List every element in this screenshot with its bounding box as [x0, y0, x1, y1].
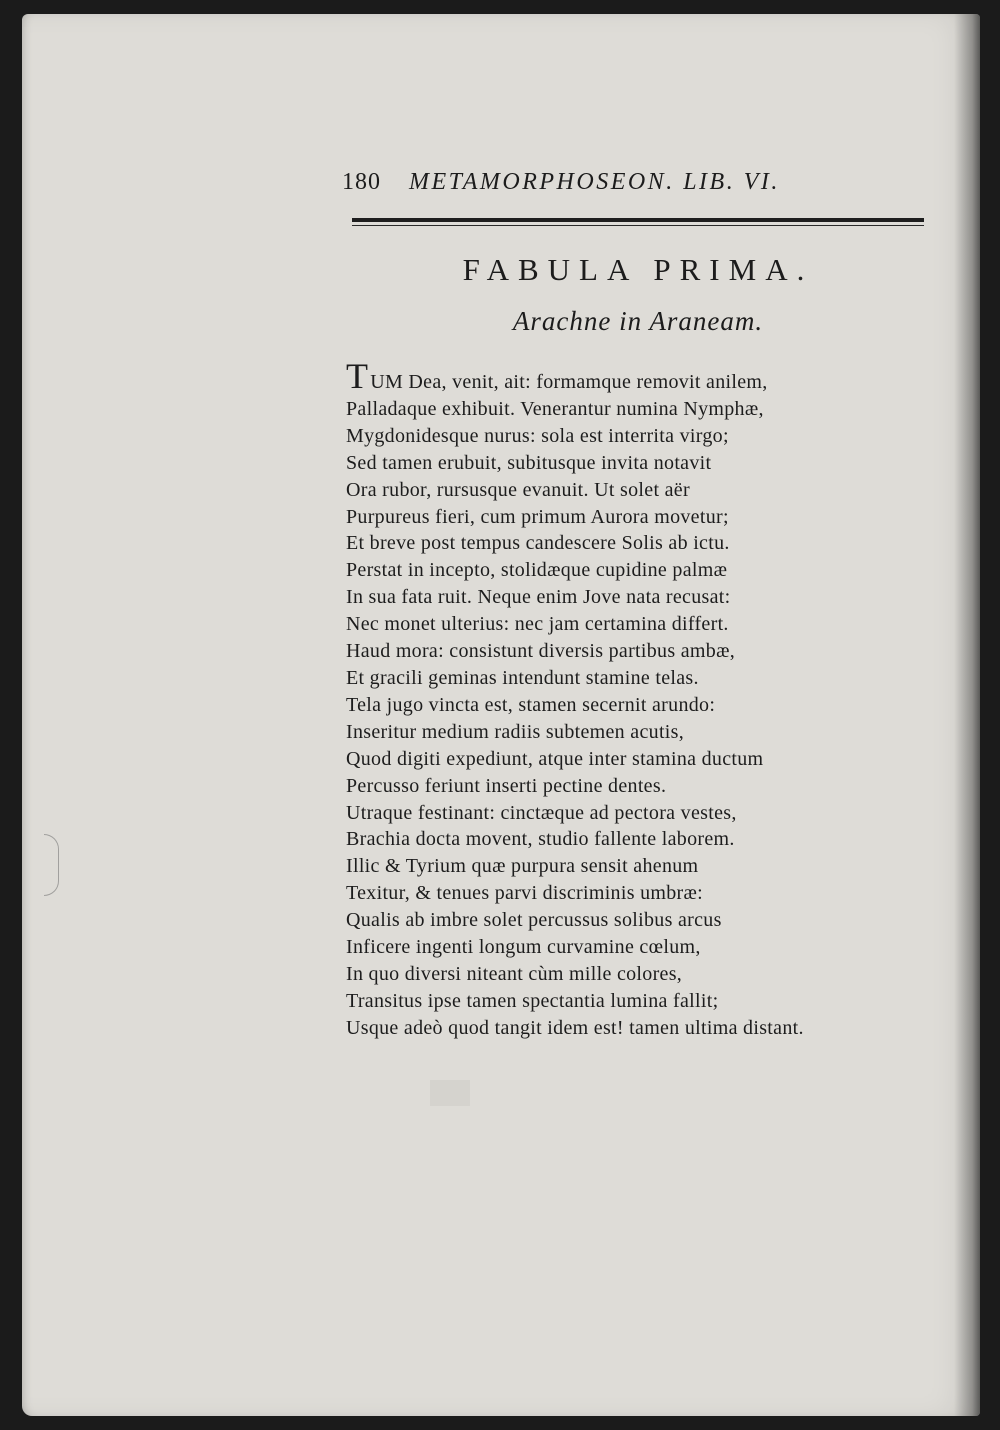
- poem-line: Tela jugo vincta est, stamen secernit arundo:: [346, 693, 716, 716]
- poem-line: Texitur, & tenues parvi discriminis umbræ:: [346, 882, 704, 905]
- page-gutter-shadow: [954, 14, 980, 1416]
- drop-cap: T: [346, 356, 369, 396]
- poem-line: Quod digiti expediunt, atque inter stamina ductum: [346, 747, 764, 770]
- poem-line: Sed tamen erubuit, subitusque invita notavit: [346, 451, 712, 474]
- running-header: [342, 169, 902, 196]
- fable-subtitle: Arachne in Araneam.: [512, 306, 764, 336]
- page-clip-mark: [44, 834, 59, 896]
- poem-line: Nec monet ulterius: nec jam certamina differt.: [346, 613, 729, 636]
- poem-line: In quo diversi niteant cùm mille colores,: [346, 962, 683, 985]
- poem-line: Perstat in incepto, stolidæque cupidine palmæ: [346, 559, 728, 582]
- poem-line: Qualis ab imbre solet percussus solibus arcus: [346, 909, 722, 932]
- header-rule-thick: [352, 218, 924, 222]
- running-title: METAMORPHOSEON. LIB. VI.: [409, 169, 780, 195]
- poem-verses: [346, 356, 906, 1042]
- poem-line: In sua fata ruit. Neque enim Jove nata recusat:: [346, 586, 731, 609]
- poem-line: Et breve post tempus candescere Solis ab ictu.: [346, 532, 730, 555]
- poem-line: Inseritur medium radiis subtemen acutis,: [346, 720, 685, 743]
- poem-line: Ora rubor, rursusque evanuit. Ut solet aër: [346, 478, 690, 501]
- poem-line: Percusso feriunt inserti pectine dentes.: [346, 774, 667, 797]
- poem-line: Utraque festinant: cinctæque ad pectora vestes,: [346, 801, 737, 824]
- poem-line: Transitus ipse tamen spectantia lumina fallit;: [346, 989, 719, 1012]
- book-page: [22, 14, 980, 1416]
- poem-line: TUM Dea, venit, ait: formamque removit anilem,: [346, 356, 768, 396]
- poem-line: Brachia docta movent, studio fallente laborem.: [346, 828, 735, 851]
- fable-title: FABULA PRIMA.: [462, 252, 814, 287]
- poem-line: Purpureus fieri, cum primum Aurora movetur;: [346, 505, 729, 528]
- poem-line: Usque adeò quod tangit idem est! tamen ultima distant.: [346, 1016, 804, 1039]
- header-rule-thin: [352, 225, 924, 226]
- poem-line: Et gracili geminas intendunt stamine telas.: [346, 666, 699, 689]
- poem-line: Palladaque exhibuit. Venerantur numina Nymphæ,: [346, 397, 764, 420]
- page-number: 180: [342, 169, 381, 195]
- poem-line: Illic & Tyrium quæ purpura sensit ahenum: [346, 855, 699, 878]
- poem-line: Haud mora: consistunt diversis partibus ambæ,: [346, 640, 736, 663]
- poem-line: Mygdonidesque nurus: sola est interrita virgo;: [346, 424, 729, 447]
- poem-line: Inficere ingenti longum curvamine cœlum,: [346, 936, 701, 959]
- paper-smudge: [430, 1080, 470, 1106]
